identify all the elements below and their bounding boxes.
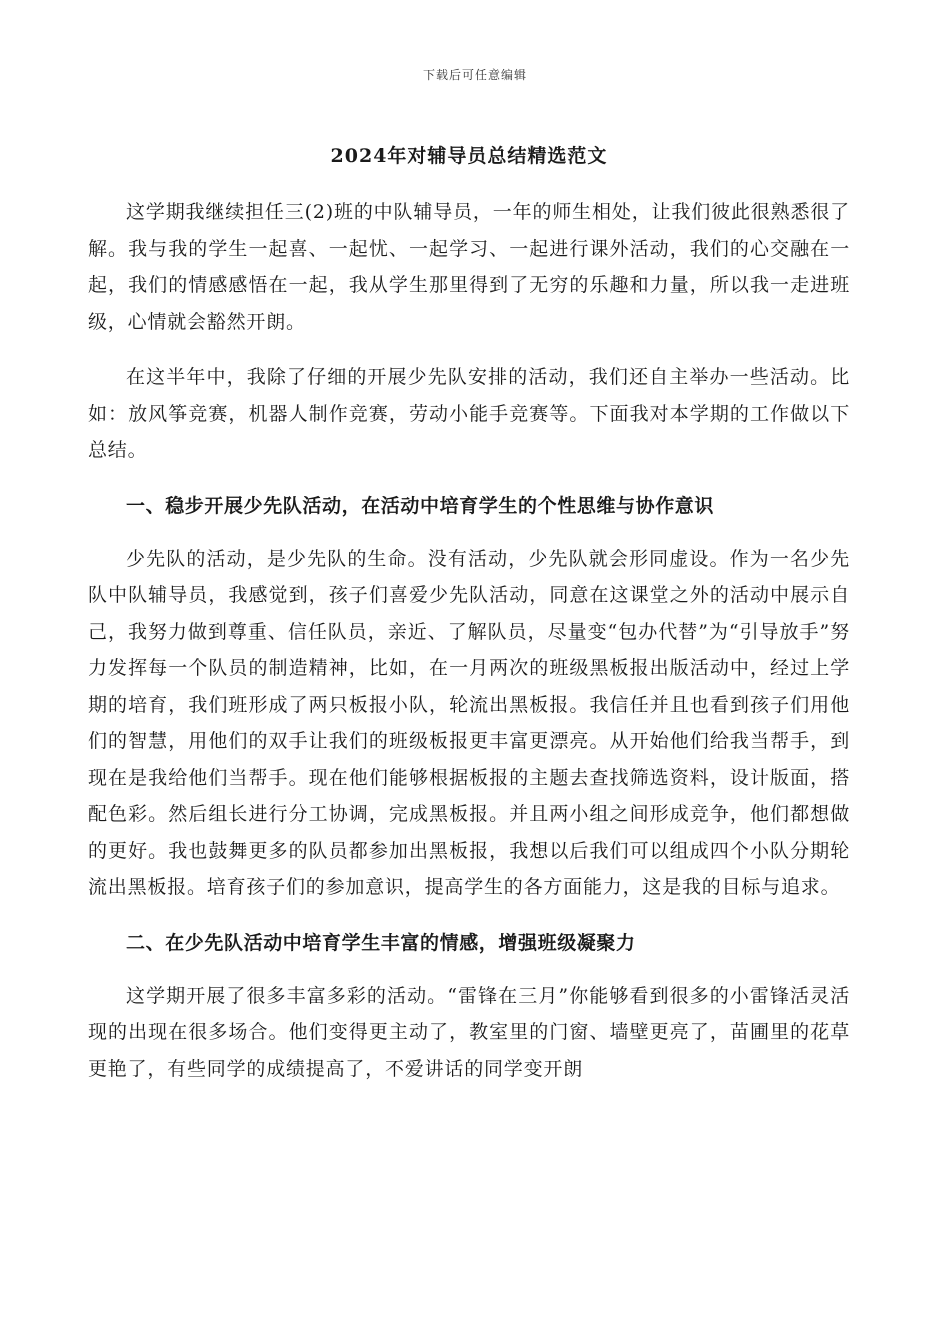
document-title: 2024年对辅导员总结精选范文 (330, 145, 608, 167)
section-paragraph-2: 这学期开展了很多丰富多彩的活动。“雷锋在三月”你能够看到很多的小雷锋活灵活现的出现在很多场合。他们变得更主动了，教室里的门窗、墙壁更亮了，苗圃里的花草更艳了，有些同学的成绩提高了，不爱讲话的同学变开朗 (88, 984, 850, 1080)
section-heading-2: 二、在少先队活动中培育学生丰富的情感，增强班级凝聚力 (126, 931, 636, 954)
intro-paragraph-2: 在这半年中，我除了仔细的开展少先队安排的活动，我们还自主举办一些活动。比如：放风筝竞赛，机器人制作竞赛，劳动小能手竞赛等。下面我对本学期的工作做以下总结。 (88, 366, 850, 461)
intro-paragraph-1: 这学期我继续担任三(2)班的中队辅导员，一年的师生相处，让我们彼此很熟悉很了解。我与我的学生一起喜、一起忧、一起学习、一起进行课外活动，我们的心交融在一起，我们的情感感悟在一起，我从学生那里得到了无穷的乐趣和力量，所以我一走进班级，心情就会豁然开朗。 (88, 201, 850, 333)
header-note: 下载后可任意编辑 (422, 68, 527, 82)
section-paragraph-1: 少先队的活动，是少先队的生命。没有活动，少先队就会形同虚设。作为一名少先队中队辅导员，我感觉到，孩子们喜爱少先队活动，同意在这课堂之外的活动中展示自己，我努力做到尊重、信任队员，亲近、了解队员，尽量变“包办代替”为“引导放手”努力发挥每一个队员的制造精神，比如，在一月两次的班级黑板报出版活动中，经过上学期的培育，我们班形成了两只板报小队，轮流出黑板报。我信任并且也看到孩子们用他们的智慧，用他们的双手让我们的班级板报更丰富更漂亮。从开始他们给我当帮手，到现在是我给他们当帮手。现在他们能够根据板报的主题去查找筛选资料，设计版面，搭配色彩。然后组长进行分工协调，完成黑板报。并且两小组之间形成竞争，他们都想做的更好。我也鼓舞更多的队员都参加出黑板报，我想以后我们可以组成四个小队分期轮流出黑板报。培育孩子们的参加意识，提高学生的各方面能力，这是我的目标与追求。 (88, 547, 850, 898)
section-heading-1: 一、稳步开展少先队活动，在活动中培育学生的个性思维与协作意识 (126, 494, 715, 517)
document-body (88, 140, 850, 1106)
